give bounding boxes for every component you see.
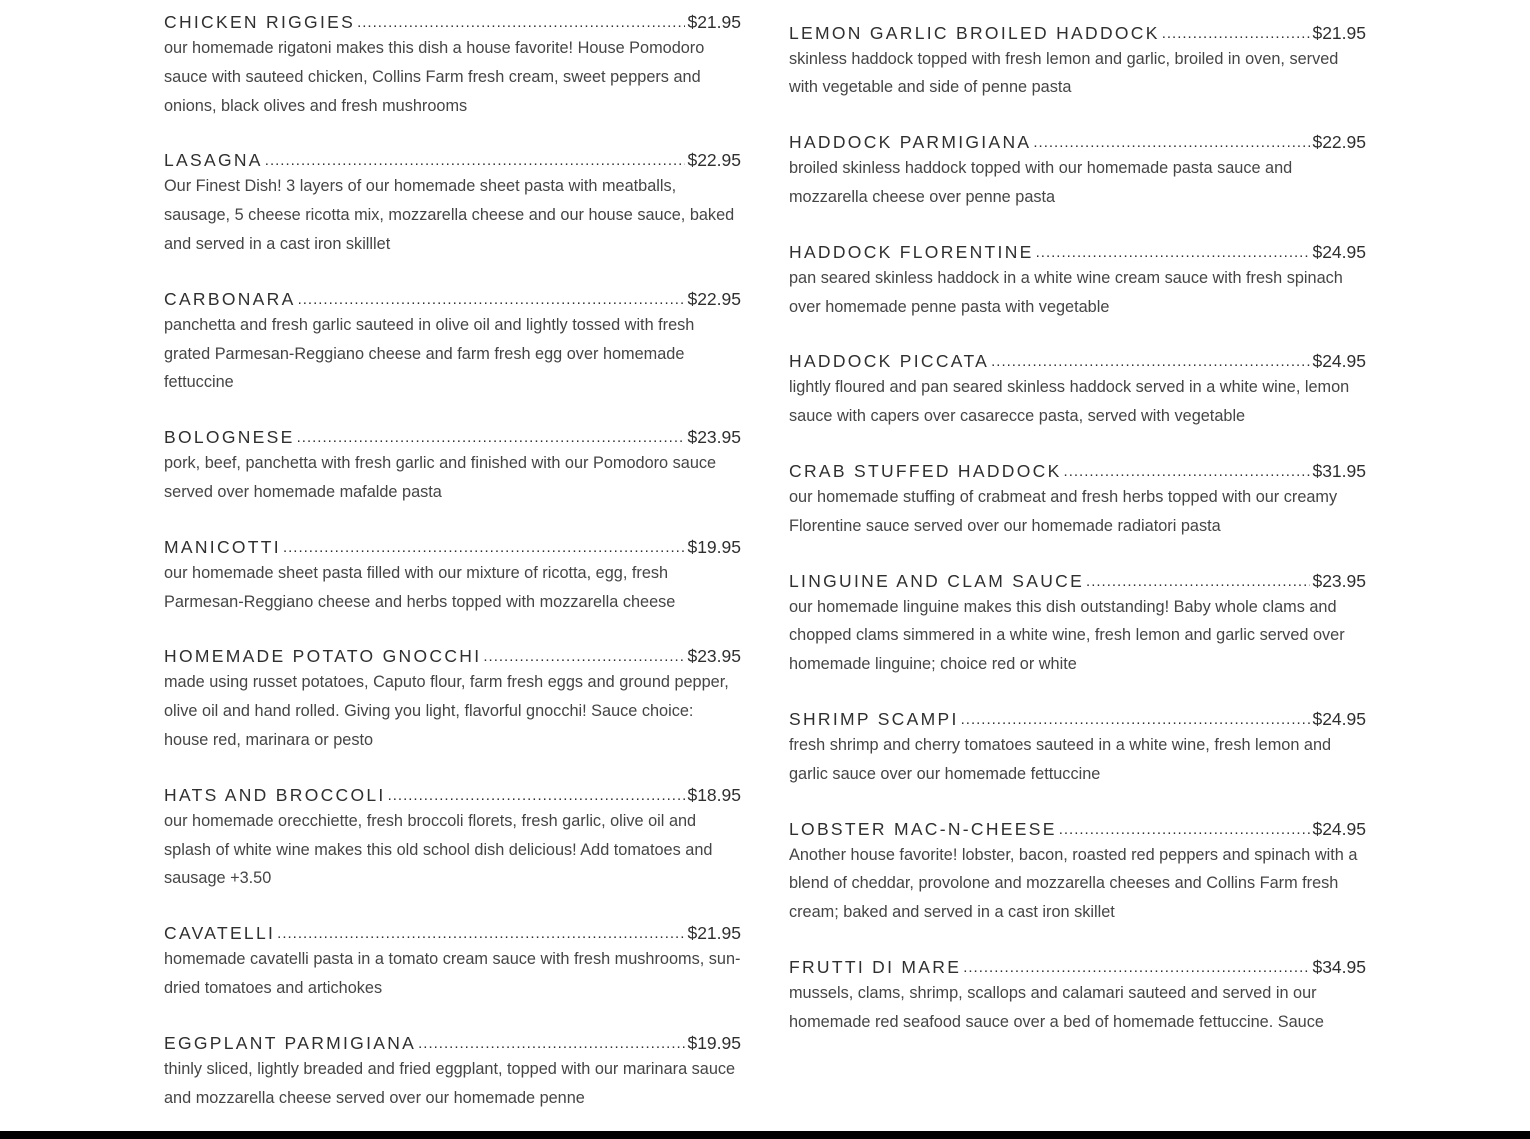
menu-item-price: $24.95 [1312, 818, 1366, 839]
dot-leader [418, 1036, 685, 1051]
menu-item [789, 458, 1366, 541]
menu-item [789, 348, 1366, 431]
menu-item-description: our homemade orecchiette, fresh broccoli florets, fresh garlic, olive oil and splash of white wine makes this old school dish delicious! Add tomatoes and sausage +3.50 [164, 811, 713, 888]
menu-item-description: homemade cavatelli pasta in a tomato cream sauce with fresh mushrooms, sun-dried tomatoes and artichokes [164, 950, 741, 997]
menu-item-description: Another house favorite! lobster, bacon, roasted red peppers and spinach with a blend of cheddar, provolone and mozzarella cheeses and Collins Farm fresh cream; baked and served in a cast iron skillet [789, 845, 1358, 922]
menu-item [789, 954, 1366, 1037]
dot-leader [297, 430, 686, 445]
menu-item-header [789, 348, 1366, 372]
menu-item-price: $24.95 [1312, 241, 1366, 262]
dot-leader [483, 649, 685, 664]
menu-item-description: our homemade rigatoni makes this dish a house favorite! House Pomodoro sauce with sauteed chicken, Collins Farm fresh cream, sweet peppers and onions, black olives and fresh mushrooms [164, 39, 705, 115]
menu-item-description: panchetta and fresh garlic sauteed in olive oil and lightly tossed with fresh grated Parmesan-Reggiano cheese and farm fresh egg over homemade fettuccine [164, 315, 695, 392]
menu-item-name: LOBSTER MAC-N-CHEESE [789, 818, 1057, 839]
menu-item-name: HADDOCK PARMIGIANA [789, 132, 1032, 153]
menu-item-description: pork, beef, panchetta with fresh garlic and finished with our Pomodoro sauce served over homemade mafalde pasta [164, 454, 717, 501]
menu-item-description: fresh shrimp and cherry tomatoes sauteed in a white wine, fresh lemon and garlic sauce over our homemade fettuccine [789, 735, 1332, 783]
menu-item-price: $24.95 [1312, 708, 1366, 729]
menu-item-name: SHRIMP SCAMPI [789, 708, 959, 729]
menu-item-price: $31.95 [1312, 460, 1366, 481]
menu-item-price: $18.95 [687, 784, 741, 805]
dot-leader [298, 292, 686, 307]
menu-item-price: $23.95 [687, 646, 741, 667]
menu-item-name: CARBONARA [164, 288, 296, 309]
menu-item [789, 239, 1366, 322]
menu-item-description: lightly floured and pan seared skinless haddock served in a white wine, lemon sauce with capers over casarecce pasta, served with vegetable [789, 378, 1350, 426]
dot-leader [961, 712, 1311, 727]
menu-item [789, 816, 1366, 927]
menu-item-header [789, 954, 1366, 978]
menu-item-price: $23.95 [1312, 570, 1366, 591]
menu-item-header [164, 782, 741, 806]
menu-item-name: HOMEMADE POTATO GNOCCHI [164, 646, 482, 667]
dot-leader [1036, 245, 1311, 260]
menu-item-header [164, 920, 741, 944]
menu-item-header [164, 643, 741, 667]
menu-item [164, 9, 741, 120]
menu-item-name: FRUTTI DI MARE [789, 956, 962, 977]
menu-item-name: HATS AND BROCCOLI [164, 784, 386, 805]
menu-item-header [164, 1030, 741, 1054]
menu-item [164, 643, 741, 754]
menu-item [164, 424, 741, 507]
menu-item-price: $21.95 [687, 923, 741, 944]
menu-item [164, 286, 741, 397]
menu-item [789, 568, 1366, 679]
dot-leader [1162, 26, 1311, 41]
menu-item [164, 534, 741, 617]
menu-column-right [789, 0, 1366, 1064]
menu-item-price: $21.95 [687, 12, 741, 32]
menu-item-name: MANICOTTI [164, 536, 281, 557]
menu-item-description: broiled skinless haddock topped with our homemade pasta sauce and mozzarella cheese over penne pasta [789, 159, 1293, 206]
dot-leader [1086, 574, 1310, 589]
menu-item-header [789, 239, 1366, 263]
menu-item-price: $22.95 [687, 150, 741, 171]
dot-leader [1064, 464, 1311, 479]
menu-item-name: CRAB STUFFED HADDOCK [789, 460, 1062, 481]
menu-item-description: our homemade sheet pasta filled with our mixture of ricotta, egg, fresh Parmesan-Reggiano cheese and herbs topped with mozzarella cheese [164, 563, 676, 611]
dot-leader [357, 15, 685, 30]
menu-item-name: CHICKEN RIGGIES [164, 12, 356, 32]
menu-item [164, 920, 741, 1003]
dot-leader [388, 788, 686, 803]
menu-item-description: skinless haddock topped with fresh lemon and garlic, broiled in oven, served with vegetable and side of penne pasta [789, 49, 1339, 97]
dot-leader [283, 540, 686, 555]
dot-leader [963, 960, 1310, 975]
menu-item-price: $24.95 [1312, 351, 1366, 372]
menu-item-description: Our Finest Dish! 3 layers of our homemade sheet pasta with meatballs, sausage, 5 cheese ricotta mix, mozzarella cheese and our house sauce, baked and served in a cast iron skilllet [164, 177, 735, 253]
menu-item-description: our homemade stuffing of crabmeat and fresh herbs topped with our creamy Florentine sauce served over our homemade radiatori pasta [789, 487, 1338, 535]
menu-item-price: $22.95 [687, 288, 741, 309]
menu-item-header [164, 286, 741, 310]
menu-item [789, 20, 1366, 103]
menu-item [164, 782, 741, 893]
menu-item-description: pan seared skinless haddock in a white wine cream sauce with fresh spinach over homemade penne pasta with vegetable [789, 268, 1343, 316]
menu-item-name: CAVATELLI [164, 923, 276, 944]
menu-item-name: HADDOCK PICCATA [789, 351, 990, 372]
menu-item-description: made using russet potatoes, Caputo flour, farm fresh eggs and ground pepper, olive oil and hand rolled. Giving you light, flavorful gnocchi! Sauce choice: house red, marinara or pesto [164, 673, 729, 749]
dot-leader [265, 153, 686, 168]
dot-leader [277, 926, 685, 941]
menu-item [789, 706, 1366, 789]
menu-item-price: $19.95 [687, 1032, 741, 1053]
menu-item-header [789, 458, 1366, 482]
menu-item-description: thinly sliced, lightly breaded and fried eggplant, topped with our marinara sauce and mozzarella cheese served over our homemade penne [164, 1059, 736, 1107]
menu-item-header [789, 816, 1366, 840]
menu-item-name: BOLOGNESE [164, 427, 295, 448]
menu-item-header [164, 147, 741, 171]
dot-leader [991, 354, 1310, 369]
menu-item-name: EGGPLANT PARMIGIANA [164, 1032, 417, 1053]
menu-item-name: LINGUINE AND CLAM SAUCE [789, 570, 1085, 591]
dot-leader [1033, 135, 1310, 150]
menu-item-name: HADDOCK FLORENTINE [789, 241, 1034, 262]
dot-leader [1059, 822, 1311, 837]
menu-item-name: LEMON GARLIC BROILED HADDOCK [789, 22, 1160, 43]
menu-item-header [164, 9, 741, 33]
menu-item-header [789, 568, 1366, 592]
menu-item-price: $23.95 [687, 427, 741, 448]
menu-item-description: our homemade linguine makes this dish outstanding! Baby whole clams and chopped clams simmered in a white wine, fresh lemon and garlic served over homemade linguine; choice red or white [789, 597, 1345, 674]
menu-item-price: $21.95 [1312, 22, 1366, 43]
menu-item-header [164, 424, 741, 448]
menu-item-description: mussels, clams, shrimp, scallops and calamari sauteed and served in our homemade red seafood sauce over a bed of homemade fettuccine. Sauce [789, 983, 1324, 1031]
menu-item-name: LASAGNA [164, 150, 263, 171]
menu-item [164, 147, 741, 258]
menu-item-price: $19.95 [687, 536, 741, 557]
menu-item-header [789, 20, 1366, 44]
menu-item-header [789, 706, 1366, 730]
menu-item-price: $34.95 [1312, 956, 1366, 977]
menu-item-header [164, 534, 741, 558]
menu-item-header [789, 129, 1366, 153]
menu-item-price: $22.95 [1312, 132, 1366, 153]
bottom-black-bar [0, 1131, 1530, 1139]
menu-item [164, 1030, 741, 1113]
menu-item [789, 129, 1366, 212]
menu-column-left [164, 9, 741, 1131]
